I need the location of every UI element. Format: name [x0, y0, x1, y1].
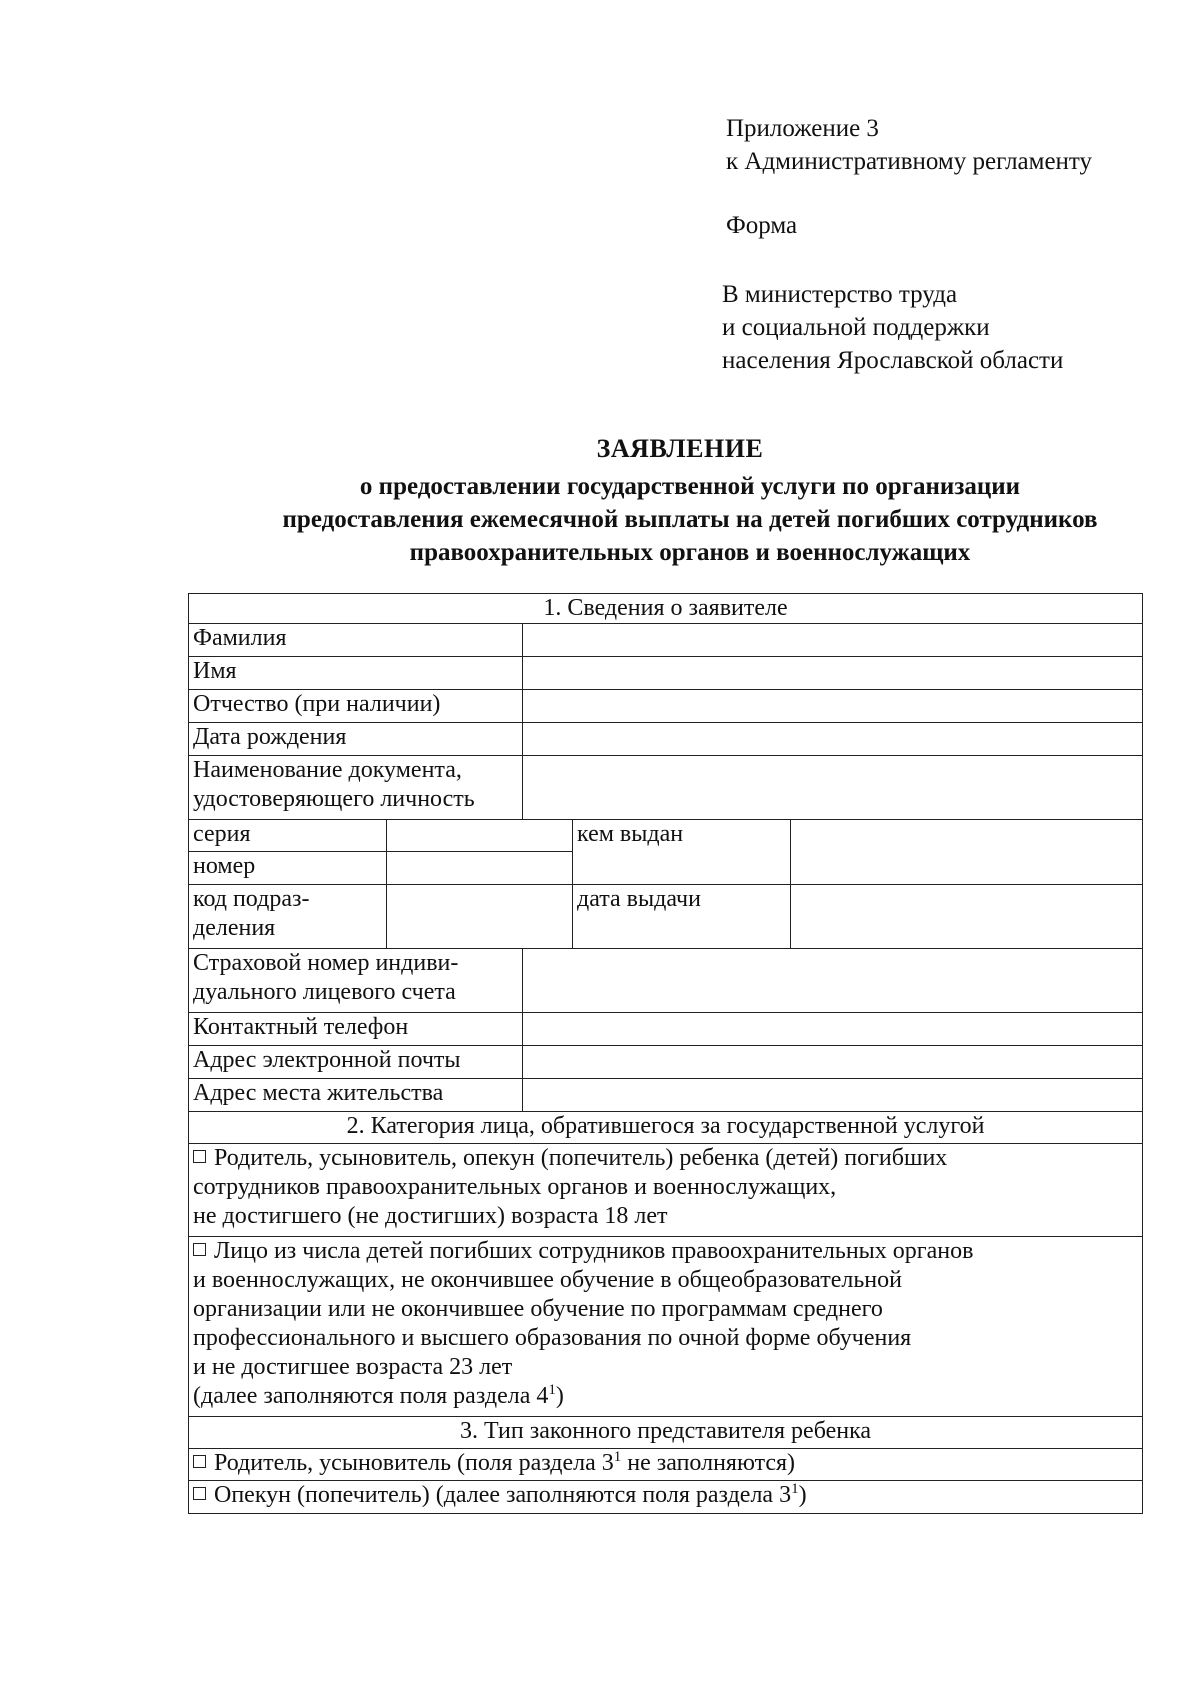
recipient-line: и социальной поддержки	[722, 314, 990, 341]
category-option-parent-guardian[interactable]	[189, 1144, 1143, 1237]
option-text: не достигшего (не достигших) возраста 18 лет	[193, 1203, 668, 1229]
phone-field[interactable]	[523, 1013, 1143, 1046]
option-text: сотрудников правоохранительных органов и военнослужащих,	[193, 1174, 837, 1200]
division-code-field[interactable]	[387, 885, 573, 949]
section-3-heading: 3. Тип законного представителя ребенка	[189, 1417, 1143, 1449]
section-1-heading: 1. Сведения о заявителе	[189, 594, 1143, 624]
snils-field[interactable]	[523, 949, 1143, 1013]
label-line: Наименование документа,	[193, 757, 462, 783]
checkbox[interactable]	[193, 1487, 206, 1500]
checkbox[interactable]	[193, 1243, 206, 1256]
subtitle-line: о предоставлении государственной услуги по организации	[359, 473, 1021, 500]
issue-date-label: дата выдачи	[573, 885, 791, 949]
recipient-line: В министерство труда	[722, 281, 958, 308]
number-field[interactable]	[387, 852, 573, 885]
id-document-name-field[interactable]	[523, 756, 1143, 820]
label-line: удостоверяющего личность	[193, 786, 475, 812]
option-text: организации или не окончившее обучение по программам среднего	[193, 1296, 883, 1322]
number-label: номер	[189, 852, 387, 885]
checkbox[interactable]	[193, 1150, 206, 1163]
option-text: не заполняются)	[621, 1450, 796, 1476]
section-2-heading: 2. Категория лица, обратившегося за государственной услугой	[189, 1112, 1143, 1144]
issued-by-field[interactable]	[791, 820, 1143, 885]
option-text: и военнослужащих, не окончившее обучение в общеобразовательной	[193, 1267, 902, 1293]
phone-label: Контактный телефон	[189, 1013, 523, 1046]
category-option-child-student[interactable]	[189, 1237, 1143, 1417]
representative-option-guardian[interactable]	[189, 1481, 1143, 1514]
issued-by-label: кем выдан	[573, 820, 791, 885]
label-line: код подраз-	[193, 886, 310, 912]
label-line: деления	[193, 915, 276, 941]
surname-label: Фамилия	[189, 624, 523, 657]
checkbox[interactable]	[193, 1455, 206, 1468]
appendix-line: Приложение 3	[726, 115, 879, 142]
appendix-line: к Административному регламенту	[726, 148, 1093, 175]
superscript: 1	[548, 1382, 556, 1398]
division-code-label	[189, 885, 387, 949]
option-text: Лицо из числа детей погибших сотрудников правоохранительных органов	[214, 1238, 974, 1264]
option-text: Родитель, усыновитель, опекун (попечитель) ребенка (детей) погибших	[214, 1145, 948, 1171]
label-line: дуального лицевого счета	[193, 979, 456, 1005]
id-document-name-label	[189, 756, 523, 820]
option-text: профессионального и высшего образования по очной форме обучения	[193, 1325, 912, 1351]
snils-label	[189, 949, 523, 1013]
surname-field[interactable]	[523, 624, 1143, 657]
issue-date-field[interactable]	[791, 885, 1143, 949]
patronymic-label: Отчество (при наличии)	[189, 690, 523, 723]
option-text: Родитель, усыновитель (поля раздела 3	[214, 1450, 614, 1476]
address-label: Адрес места жительства	[189, 1079, 523, 1112]
birth-date-label: Дата рождения	[189, 723, 523, 756]
option-text: и не достигшее возраста 23 лет	[193, 1354, 513, 1380]
document-subtitle	[190, 470, 1190, 569]
option-text: )	[798, 1482, 807, 1508]
email-field[interactable]	[523, 1046, 1143, 1079]
document-title: ЗАЯВЛЕНИЕ	[596, 434, 764, 463]
birth-date-field[interactable]	[523, 723, 1143, 756]
name-field[interactable]	[523, 657, 1143, 690]
application-form-table	[188, 593, 1143, 1514]
superscript: 1	[791, 1481, 799, 1497]
email-label: Адрес электронной почты	[189, 1046, 523, 1079]
recipient-block	[722, 278, 1063, 377]
form-label: Форма	[726, 212, 798, 239]
option-text: (далее заполняются поля раздела $4^1$)	[193, 1382, 564, 1409]
superscript: 1	[613, 1449, 622, 1465]
name-label: Имя	[189, 657, 523, 690]
subtitle-line: правоохранительных органов и военнослужащих	[409, 539, 971, 566]
appendix-reference	[726, 112, 1092, 178]
series-label: серия	[189, 820, 387, 852]
recipient-line: населения Ярославской области	[722, 347, 1064, 374]
series-field[interactable]	[387, 820, 573, 852]
address-field[interactable]	[523, 1079, 1143, 1112]
representative-option-parent[interactable]	[189, 1449, 1143, 1481]
subtitle-line: предоставления ежемесячной выплаты на детей погибших сотрудников	[282, 506, 1098, 533]
patronymic-field[interactable]	[523, 690, 1143, 723]
option-text: Опекун (попечитель) (далее заполняются поля раздела 3	[214, 1482, 792, 1508]
label-line: Страховой номер индиви-	[193, 950, 459, 976]
